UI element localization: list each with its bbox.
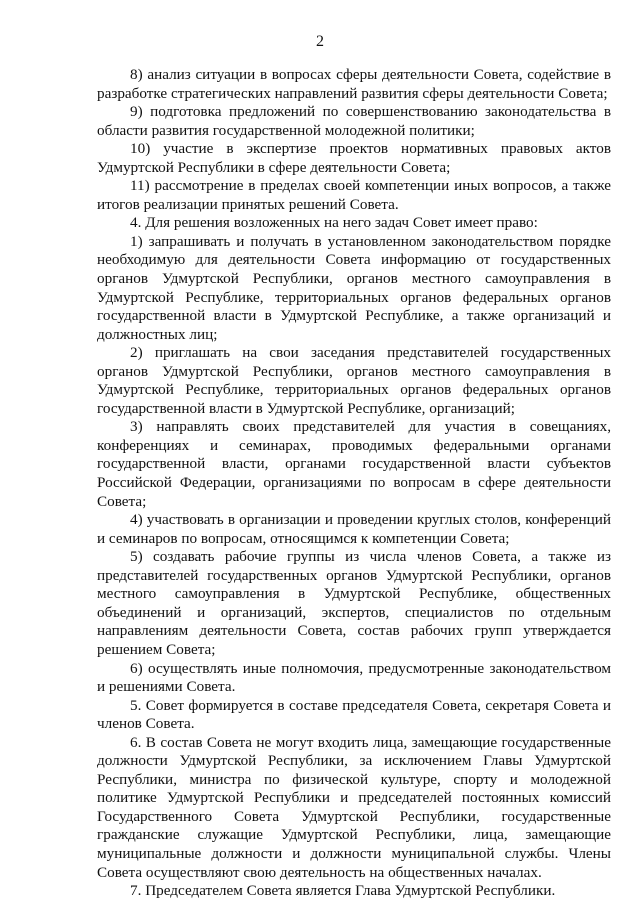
list-item: 5) создавать рабочие группы из числа членов Совета, а также из представителей государственных органов Удмуртской Республики, органов местного самоуправления в Удмуртской Республике, общественных объединений и организаций, экспертов, специалистов по отдельным направлениям деятельности Совета, состав рабочих групп утверждается решением Совета; (97, 548, 611, 658)
list-item: 6) осуществлять иные полномочия, предусмотренные законодательством и решениями Совета. (97, 659, 611, 696)
list-item: 9) подготовка предложений по совершенствованию законодательства в области развития государственной молодежной политики; (97, 103, 611, 139)
list-item: 8) анализ ситуации в вопросах сферы деятельности Совета, содействие в разработке стратегических направлений развития сферы деятельности Совета; (97, 66, 611, 102)
list-item: 4) участвовать в организации и проведении круглых столов, конференций и семинаров по вопросам, относящимся к компетенции Совета; (97, 511, 611, 547)
list-item: 3) направлять своих представителей для участия в совещаниях, конференциях и семинарах, проводимых федеральными органами государственной власти, органами государственной власти субъектов Российской Федерации, организациями по вопросам в сфере деятельности Совета; (97, 418, 611, 510)
section-paragraph: 7. Председателем Совета является Глава Удмуртской Республики. (130, 882, 556, 900)
page-number: 2 (316, 33, 324, 50)
list-item: 10) участие в экспертизе проектов нормативных правовых актов Удмуртской Республики в сфере деятельности Совета; (97, 140, 611, 176)
list-item: 11) рассмотрение в пределах своей компетенции иных вопросов, а также итогов реализации принятых решений Совета. (97, 177, 611, 213)
list-item: 2) приглашать на свои заседания представителей государственных органов Удмуртской Республики, органов местного самоуправления в Удмуртской Республике, территориальных органов федеральных органов государственной власти в Удмуртской Республике, организаций; (97, 344, 611, 417)
list-item: 1) запрашивать и получать в установленном законодательством порядке необходимую для деятельности Совета информацию от государственных органов Удмуртской Республики, органов местного самоуправления в Удмуртской Республике, территориальных органов федеральных органов государственной власти в Удмуртской Республике, а также организаций и должностных лиц; (97, 232, 611, 343)
section-paragraph: 4. Для решения возложенных на него задач Совет имеет право: (130, 214, 538, 232)
section-paragraph: 5. Совет формируется в составе председателя Совета, секретаря Совета и членов Совета. (97, 696, 611, 733)
document-body (97, 66, 611, 901)
section-paragraph: 6. В состав Совета не могут входить лица, замещающие государственные должности Удмуртской Республики, за исключением Главы Удмуртской Республики, министра по физической культуре, спорту и молодежной политике Удмуртской Республики и председателей постоянных комиссий Государственного Совета Удмуртской Республики, государственные гражданские служащие Удмуртской Республики, лица, замещающие муниципальные должности и должности муниципальной службы. Члены Совета осуществляют свою деятельность на общественных началах. (97, 733, 611, 881)
